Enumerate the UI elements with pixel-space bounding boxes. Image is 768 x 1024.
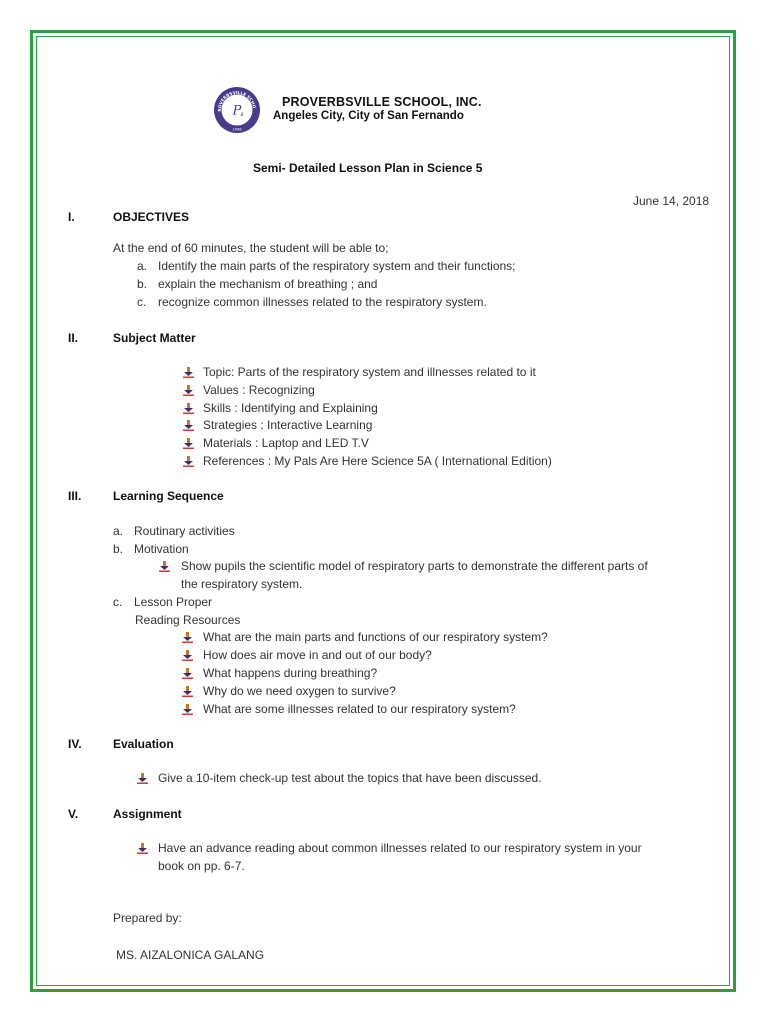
sequence-item-lesson-proper: c. Lesson Proper bbox=[113, 595, 213, 609]
document-title: Semi- Detailed Lesson Plan in Science 5 bbox=[253, 161, 483, 175]
assignment-line: book on pp. 6-7. bbox=[158, 859, 245, 873]
reading-question: Why do we need oxygen to survive? bbox=[203, 684, 396, 698]
section-number-subject-matter: II. bbox=[68, 331, 79, 345]
section-number-objectives: I. bbox=[68, 210, 75, 224]
prepared-by-label: Prepared by: bbox=[113, 911, 182, 925]
reading-resources-label: Reading Resources bbox=[135, 613, 241, 627]
school-name: PROVERBSVILLE SCHOOL, INC. bbox=[282, 95, 482, 109]
subject-matter-item: Skills : Identifying and Explaining bbox=[203, 401, 378, 415]
down-arrow-bullet-icon bbox=[137, 843, 148, 854]
objective-item: b. explain the mechanism of breathing ; and bbox=[137, 277, 378, 291]
seal-year: 1996 bbox=[232, 127, 242, 132]
sequence-item-motivation: b. Motivation bbox=[113, 542, 189, 556]
down-arrow-bullet-icon bbox=[182, 650, 193, 661]
down-arrow-bullet-icon bbox=[183, 385, 194, 396]
reading-question: What are some illnesses related to our respiratory system? bbox=[203, 702, 516, 716]
down-arrow-bullet-icon bbox=[137, 773, 148, 784]
subject-matter-item: Materials : Laptop and LED T.V bbox=[203, 436, 369, 450]
motivation-bullet-line: the respiratory system. bbox=[181, 577, 303, 591]
evaluation-item: Give a 10-item check-up test about the topics that have been discussed. bbox=[158, 771, 542, 785]
down-arrow-bullet-icon bbox=[182, 704, 193, 715]
objectives-intro: At the end of 60 minutes, the student will be able to; bbox=[113, 241, 389, 255]
section-title-learning-sequence: Learning Sequence bbox=[113, 489, 224, 503]
section-number-evaluation: IV. bbox=[68, 737, 82, 751]
down-arrow-bullet-icon bbox=[183, 438, 194, 449]
school-address: Angeles City, City of San Fernando bbox=[273, 110, 464, 122]
down-arrow-bullet-icon bbox=[182, 632, 193, 643]
objective-item: a. Identify the main parts of the respiratory system and their functions; bbox=[137, 259, 516, 273]
down-arrow-bullet-icon bbox=[182, 668, 193, 679]
seal-text: ROVERBSVILLE SCHO bbox=[216, 89, 257, 112]
lesson-date: June 14, 2018 bbox=[633, 194, 710, 208]
svg-text:P: P bbox=[232, 103, 242, 119]
teacher-name: MS. AIZALONICA GALANG bbox=[116, 948, 265, 962]
reading-question: What happens during breathing? bbox=[203, 666, 378, 680]
objective-item: c. recognize common illnesses related to the respiratory system. bbox=[137, 295, 487, 309]
section-title-subject-matter: Subject Matter bbox=[113, 331, 196, 345]
reading-question: What are the main parts and functions of our respiratory system? bbox=[203, 630, 548, 644]
reading-question: How does air move in and out of our body? bbox=[203, 648, 432, 662]
section-title-evaluation: Evaluation bbox=[113, 737, 174, 751]
down-arrow-bullet-icon bbox=[183, 420, 194, 431]
section-title-assignment: Assignment bbox=[113, 807, 182, 821]
sequence-item-routinary: a. Routinary activities bbox=[113, 524, 235, 538]
section-title-objectives: OBJECTIVES bbox=[113, 210, 190, 224]
down-arrow-bullet-icon bbox=[183, 456, 194, 467]
svg-text:s: s bbox=[240, 111, 244, 118]
down-arrow-bullet-icon bbox=[159, 561, 170, 572]
subject-matter-item: References : My Pals Are Here Science 5A ( International Edition) bbox=[203, 454, 552, 468]
subject-matter-item: Values : Recognizing bbox=[203, 383, 315, 397]
assignment-line: Have an advance reading about common illnesses related to our respiratory system in your bbox=[158, 841, 642, 855]
down-arrow-bullet-icon bbox=[183, 367, 194, 378]
down-arrow-bullet-icon bbox=[182, 686, 193, 697]
section-number-assignment: V. bbox=[68, 807, 79, 821]
section-number-learning-sequence: III. bbox=[68, 489, 82, 503]
school-seal-logo bbox=[213, 86, 261, 134]
motivation-bullet-line: Show pupils the scientific model of respiratory parts to demonstrate the different parts of bbox=[181, 559, 648, 573]
subject-matter-item: Strategies : Interactive Learning bbox=[203, 418, 373, 432]
subject-matter-item: Topic: Parts of the respiratory system and illnesses related to it bbox=[203, 365, 536, 379]
down-arrow-bullet-icon bbox=[183, 403, 194, 414]
